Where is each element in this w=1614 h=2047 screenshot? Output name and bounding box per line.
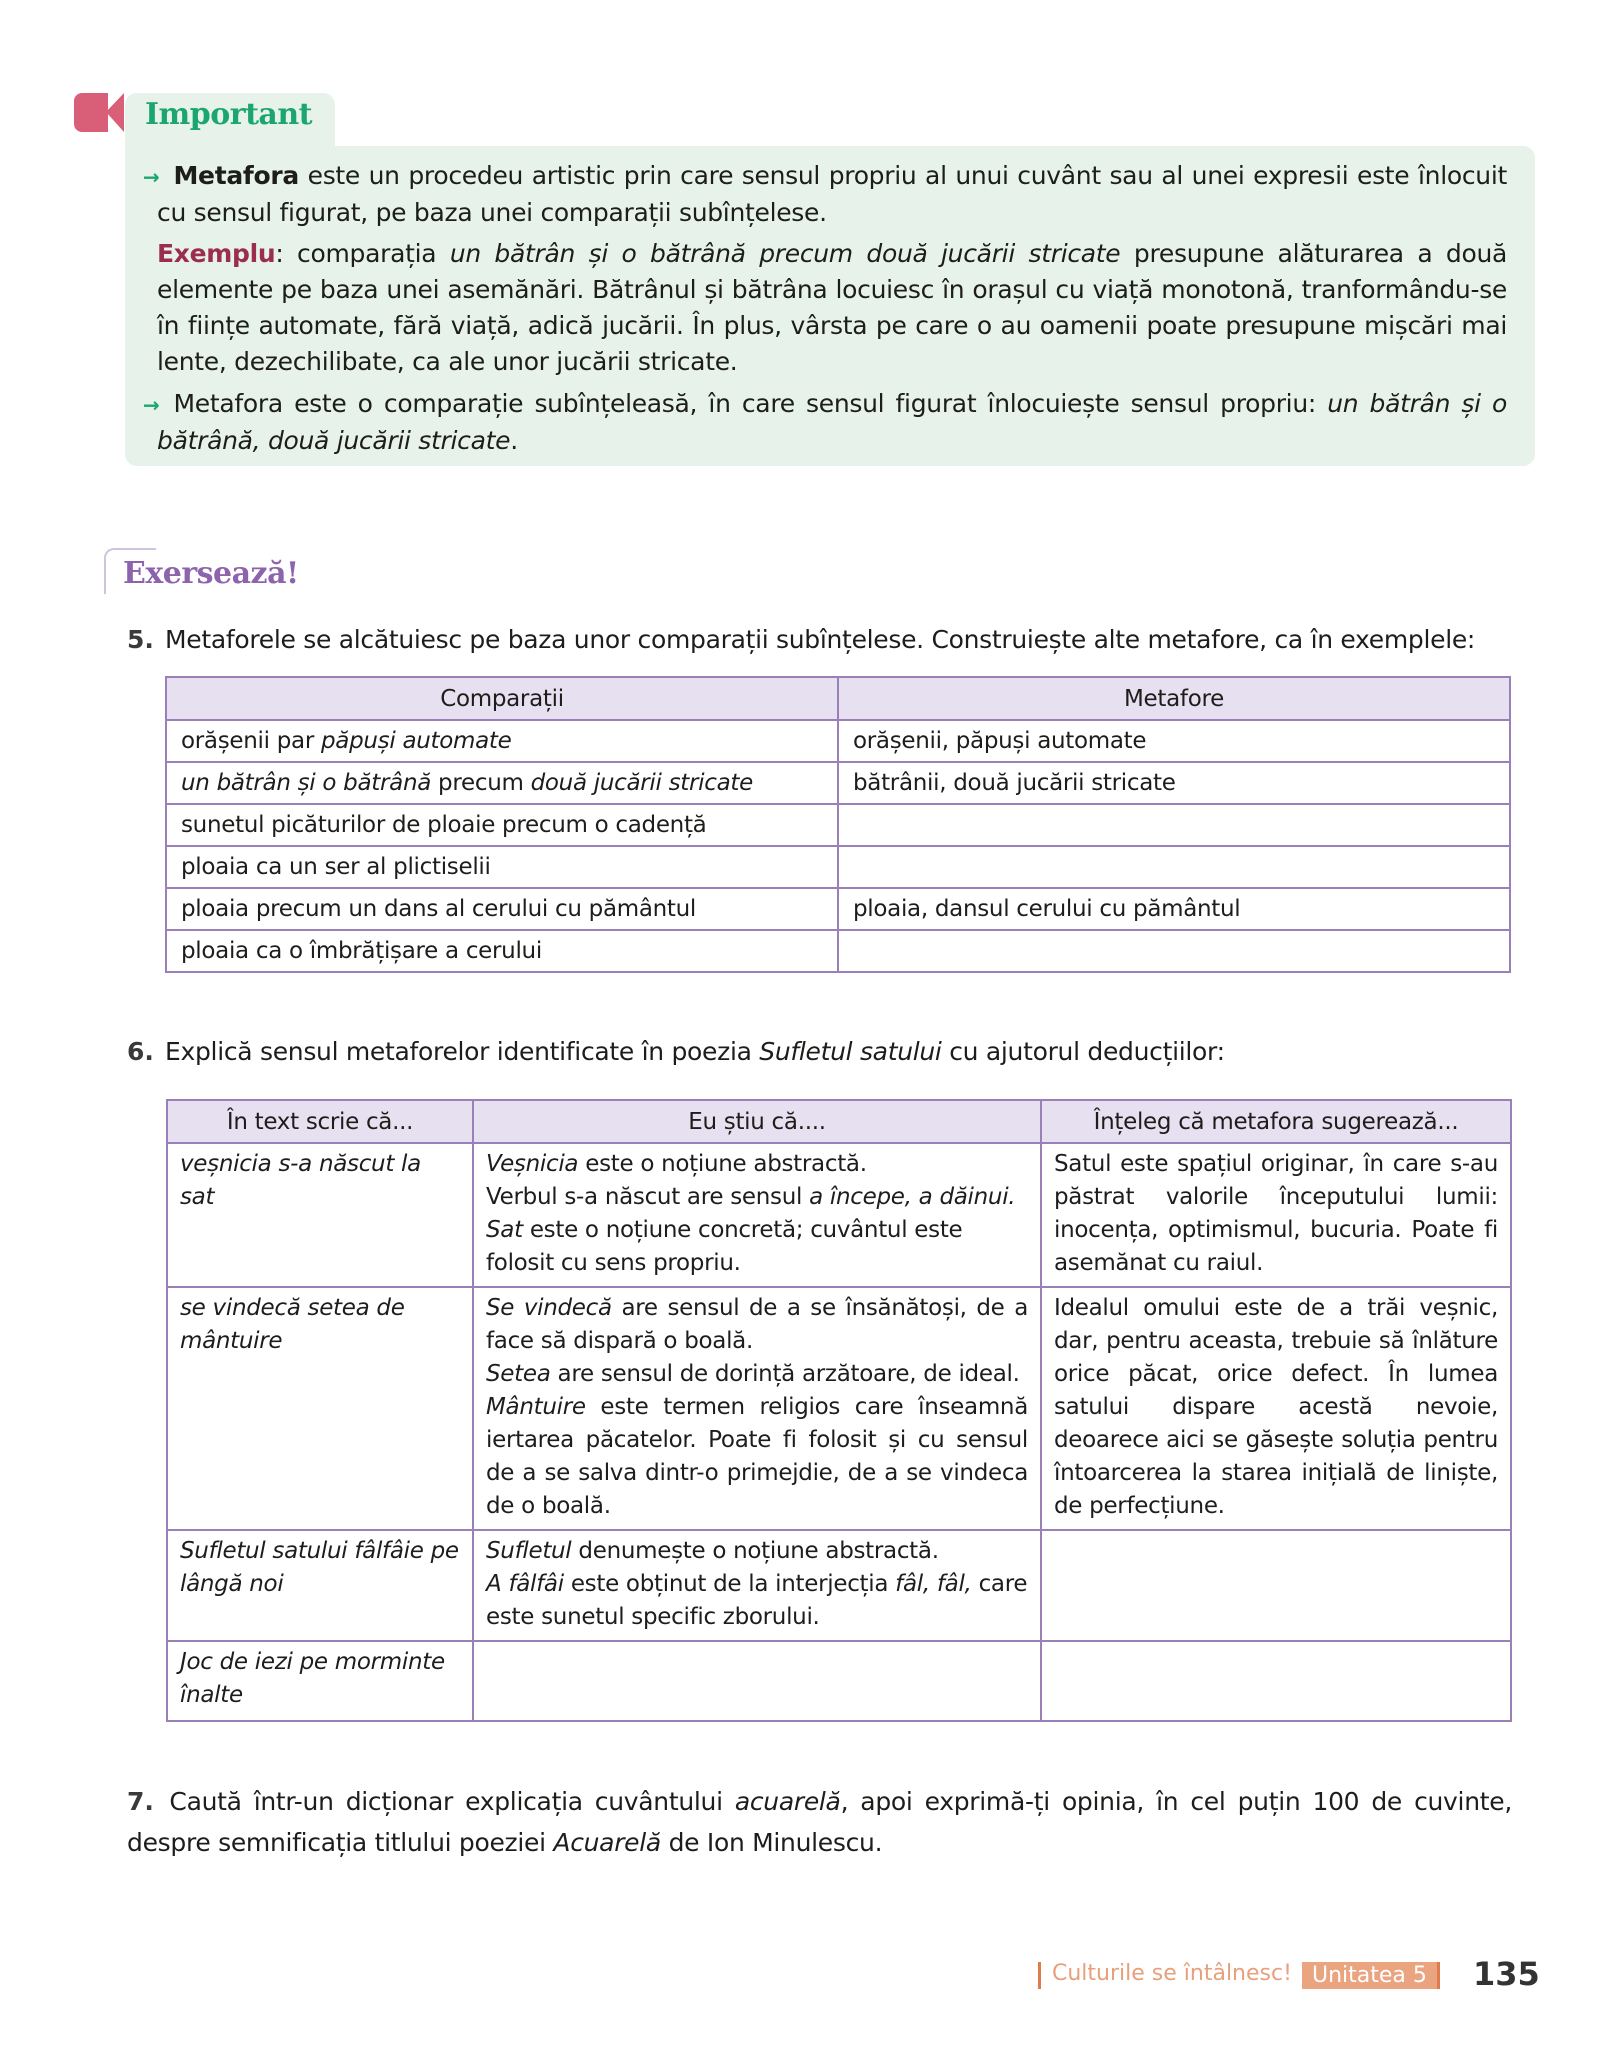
know-italic: Mântuire bbox=[486, 1394, 586, 1420]
know-text: este obținut de la interjecția bbox=[563, 1571, 896, 1597]
metaphor-cell: ploaia, dansul cerului cu pământul bbox=[838, 888, 1510, 930]
question-text: Metaforele se alcătuiesc pe baza unor comparații subînțelese. Construiește alte metafore, ca în exemplele: bbox=[165, 625, 1476, 654]
know-line bbox=[486, 1292, 1028, 1358]
meaning-cell: Idealul omului este de a trăi veșnic, dar, pentru aceasta, trebuie să înlăture orice păcat, orice defect. În lumea satului dispare acestă nevoie, deoarece aici se găsește soluția pentru întoarcerea la starea inițială de liniște, de perfecțiune. bbox=[1041, 1287, 1511, 1530]
q7-italic-2: Acuarelă bbox=[553, 1828, 661, 1857]
question-number: 7. bbox=[127, 1787, 154, 1816]
example-pre: : comparația bbox=[275, 239, 450, 268]
important-title: Important bbox=[145, 97, 313, 132]
video-camera-icon bbox=[74, 93, 108, 132]
q6-text-pre: Explică sensul metaforelor identificate în poezia bbox=[165, 1037, 760, 1066]
q7-text-pre: Caută într-un dicționar explicația cuvântului bbox=[169, 1787, 735, 1816]
header-metafore: Metafore bbox=[838, 677, 1510, 720]
question-text bbox=[165, 1037, 1225, 1066]
question-text bbox=[127, 1787, 1512, 1857]
question-number: 5. bbox=[127, 625, 154, 654]
table-row bbox=[166, 888, 1510, 930]
important-bullet-1 bbox=[143, 158, 1507, 231]
know-line bbox=[486, 1358, 1028, 1391]
header-comparatii: Comparații bbox=[166, 677, 838, 720]
know-text: este termen religios care înseamnă iertarea păcatelor. Poate fi folosit și cu sensul de a se salva dintr-o primejdie, de a se vindeca de o boală. bbox=[486, 1394, 1028, 1519]
text-cell-value: se vindecă setea de mântuire bbox=[180, 1295, 405, 1354]
know-line bbox=[486, 1214, 1028, 1280]
know-italic: a începe, a dăinui. bbox=[809, 1184, 1016, 1210]
example-italic: un bătrân și o bătrână precum două jucării stricate bbox=[449, 239, 1121, 268]
comparison-cell bbox=[166, 762, 838, 804]
know-text: care este sunetul specific zborului. bbox=[486, 1571, 1028, 1630]
question-5 bbox=[127, 625, 1475, 654]
know-italic: fâl, fâl, bbox=[895, 1571, 972, 1597]
example-post: presupune alăturarea a două elemente pe baza unei asemănări. Bătrânul și bătrâna locuiesc în orașul cu viață monotonă, tranformându-se în ființe automate, fără viață, adică jucării. În plus, vârsta pe care o au oamenii poate presupune mișcări mai lente, dezechilibate, ca ale unor jucării stricate. bbox=[157, 239, 1508, 376]
comparison-cell: ploaia ca un ser al plictiselii bbox=[166, 846, 838, 888]
page-number: 135 bbox=[1473, 1955, 1540, 1993]
know-italic: Sat bbox=[486, 1217, 523, 1243]
q7-text-post: de Ion Minulescu. bbox=[660, 1828, 883, 1857]
comparison-cell: sunetul picăturilor de ploaie precum o cadență bbox=[166, 804, 838, 846]
table-row bbox=[166, 846, 1510, 888]
know-cell bbox=[473, 1530, 1041, 1641]
text-cell bbox=[167, 1143, 473, 1287]
know-italic: A fâlfâi bbox=[486, 1571, 564, 1597]
bullet-2-end: . bbox=[510, 426, 518, 455]
question-7 bbox=[127, 1783, 1512, 1865]
q7-italic-1: acuarelă bbox=[734, 1787, 841, 1816]
table-row bbox=[167, 1143, 1511, 1287]
text-cell-value: Joc de iezi pe morminte înalte bbox=[180, 1649, 445, 1708]
arrow-right-icon: → bbox=[143, 165, 160, 189]
q6-text-post: cu ajutorul deducțiilor: bbox=[941, 1037, 1225, 1066]
comp-italic: păpuși automate bbox=[321, 728, 512, 754]
table-row bbox=[166, 720, 1510, 762]
know-cell bbox=[473, 1287, 1041, 1530]
know-italic: Sufletul bbox=[486, 1538, 572, 1564]
bullet-1-text: este un procedeu artistic prin care sensul propriu al unui cuvânt sau al unei expresii este înlocuit cu sensul figurat, pe baza unei comparații subînțelese. bbox=[157, 161, 1507, 227]
comparison-cell: ploaia ca o îmbrățișare a cerului bbox=[166, 930, 838, 972]
footer-section-title: Culturile se întâlnesc! bbox=[1052, 1961, 1292, 1986]
know-line bbox=[486, 1535, 1028, 1568]
comparison-table bbox=[165, 676, 1511, 973]
know-text: are sensul de a se însănătoși, de a face să dispară o boală. bbox=[486, 1295, 1028, 1354]
term-metafora: Metafora bbox=[173, 161, 299, 190]
question-number: 6. bbox=[127, 1037, 154, 1066]
q7-text-mid: , apoi exprimă-ți opinia, în cel puțin 100 de cuvinte, despre semnificația titlului poeziei bbox=[127, 1787, 1512, 1857]
know-text: este o noțiune concretă; cuvântul este folosit cu sens propriu. bbox=[486, 1217, 963, 1276]
example-label: Exemplu bbox=[157, 239, 276, 268]
question-6 bbox=[127, 1037, 1225, 1066]
know-italic: Veșnicia bbox=[486, 1151, 579, 1177]
know-cell-empty[interactable] bbox=[473, 1641, 1041, 1721]
comparison-cell: ploaia precum un dans al cerului cu pământul bbox=[166, 888, 838, 930]
meaning-cell: Satul este spațiul originar, în care s-au păstrat valorile începutului lumii: inocența, optimismul, bucuria. Poate fi asemănat cu raiul. bbox=[1041, 1143, 1511, 1287]
meaning-cell-empty[interactable] bbox=[1041, 1641, 1511, 1721]
table-row bbox=[167, 1287, 1511, 1530]
know-line bbox=[486, 1181, 1028, 1214]
header-inteleg: Înțeleg că metafora sugerează... bbox=[1041, 1100, 1511, 1143]
deduction-table bbox=[166, 1099, 1512, 1722]
comp-text: precum bbox=[431, 770, 531, 796]
important-bullet-2 bbox=[143, 386, 1507, 459]
table-row bbox=[166, 762, 1510, 804]
bullet-2-text: Metafora este o comparație subînțeleasă, în care sensul figurat înlocuiește sensul propriu: bbox=[173, 389, 1328, 418]
table-row bbox=[166, 804, 1510, 846]
know-line bbox=[486, 1568, 1028, 1634]
metaphor-cell-empty[interactable] bbox=[838, 930, 1510, 972]
comp-text: orășenii par bbox=[181, 728, 321, 754]
table-row bbox=[166, 930, 1510, 972]
know-text: Verbul s-a născut are sensul bbox=[486, 1184, 810, 1210]
text-cell bbox=[167, 1287, 473, 1530]
metaphor-cell: bătrânii, două jucării stricate bbox=[838, 762, 1510, 804]
know-line bbox=[486, 1148, 1028, 1181]
text-cell bbox=[167, 1530, 473, 1641]
text-cell bbox=[167, 1641, 473, 1721]
know-text: are sensul de dorință arzătoare, de ideal. bbox=[550, 1361, 1020, 1387]
table-header-row bbox=[166, 677, 1510, 720]
footer-unit-badge: Unitatea 5 bbox=[1302, 1962, 1440, 1989]
bullet-2-italic: un bătrân și o bătrână, două jucării stricate bbox=[157, 389, 1507, 455]
know-text: denumește o noțiune abstractă. bbox=[571, 1538, 939, 1564]
metaphor-cell-empty[interactable] bbox=[838, 804, 1510, 846]
know-line bbox=[486, 1391, 1028, 1523]
comp-italic: un bătrân și o bătrână bbox=[181, 770, 432, 796]
header-eu-stiu: Eu știu că.... bbox=[473, 1100, 1041, 1143]
header-in-text: În text scrie că... bbox=[167, 1100, 473, 1143]
table-row bbox=[167, 1530, 1511, 1641]
q6-text-italic: Sufletul satului bbox=[759, 1037, 942, 1066]
important-example bbox=[157, 236, 1507, 380]
know-italic: Se vindecă bbox=[486, 1295, 612, 1321]
comparison-cell bbox=[166, 720, 838, 762]
footer-divider bbox=[1038, 1962, 1041, 1989]
text-cell-value: veșnicia s-a născut la sat bbox=[180, 1151, 421, 1210]
meaning-cell-empty[interactable] bbox=[1041, 1530, 1511, 1641]
table-row bbox=[167, 1641, 1511, 1721]
metaphor-cell-empty[interactable] bbox=[838, 846, 1510, 888]
comp-italic: două jucării stricate bbox=[530, 770, 753, 796]
know-cell bbox=[473, 1143, 1041, 1287]
table-header-row bbox=[167, 1100, 1511, 1143]
know-italic: Setea bbox=[486, 1361, 551, 1387]
metaphor-cell: orășenii, păpuși automate bbox=[838, 720, 1510, 762]
text-cell-value: Sufletul satului fâlfâie pe lângă noi bbox=[180, 1538, 459, 1597]
exerseaza-title: Exersează! bbox=[123, 556, 299, 591]
arrow-right-icon: → bbox=[143, 393, 160, 417]
know-text: este o noțiune abstractă. bbox=[578, 1151, 867, 1177]
video-camera-lens-icon bbox=[106, 93, 124, 132]
